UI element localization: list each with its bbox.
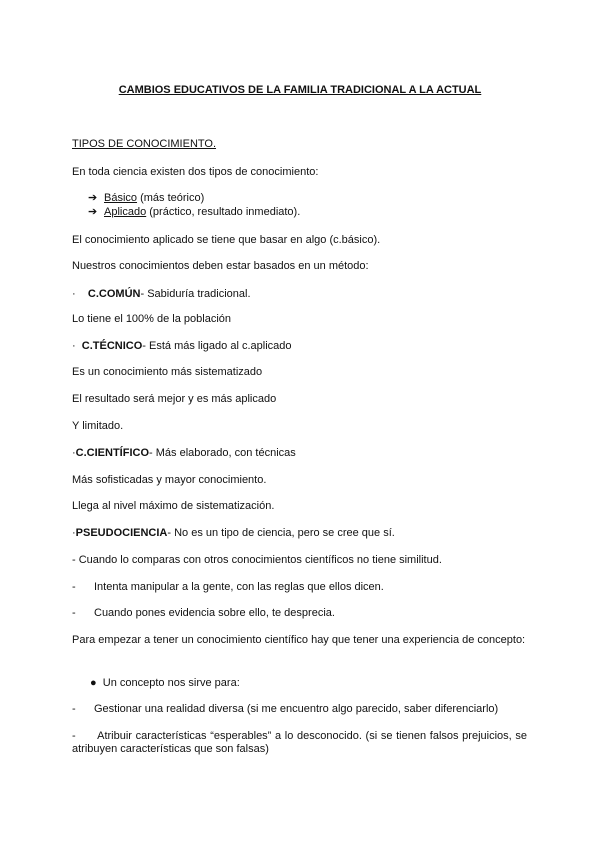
concepto-item: - Atribuir características “esperables” a lo desconocido. (si se tienen falsos prejuicios, se atribuyen características que son falsas) — [72, 730, 531, 755]
concepto-text: Un concepto nos sirve para: — [102, 677, 240, 689]
arrow-right-icon: ➔ — [88, 206, 98, 218]
type-desc: (más teórico) — [137, 192, 205, 204]
desc-tecnico: - Está más ligado al c.aplicado — [142, 340, 292, 352]
item-comun — [72, 288, 251, 301]
item-cientifico — [72, 447, 296, 460]
item-tecnico — [72, 340, 291, 353]
cientifico-note: Llega al nivel máximo de sistematización. — [72, 500, 275, 512]
cientifico-note: Más sofisticadas y mayor conocimiento. — [72, 474, 267, 486]
concepto-bullet — [90, 677, 240, 690]
type-basico — [88, 192, 204, 205]
tecnico-note: Es un conocimiento más sistematizado — [72, 366, 263, 378]
bullet: · — [72, 288, 76, 300]
pseudo-note: - Intenta manipular a la gente, con las reglas que ellos dicen. — [72, 581, 384, 593]
bullet: · — [72, 527, 76, 539]
bullet-dot-icon: ● — [90, 677, 97, 689]
type-aplicado — [88, 206, 300, 219]
tecnico-note: Y limitado. — [72, 420, 124, 432]
paragraph-metodo: Nuestros conocimientos deben estar basados en un método: — [72, 260, 369, 272]
term-cientifico: C.CIENTÍFICO — [75, 447, 150, 459]
paragraph-aplicado: El conocimiento aplicado se tiene que basar en algo (c.básico). — [72, 234, 381, 246]
document-title: CAMBIOS EDUCATIVOS DE LA FAMILIA TRADICIONAL A LA ACTUAL — [118, 84, 482, 96]
bullet: · — [72, 340, 76, 352]
paragraph-empezar: Para empezar a tener un conocimiento científico hay que tener una experiencia de concepto: — [72, 634, 526, 646]
term-comun: C.COMÚN — [87, 288, 141, 300]
desc-cientifico: - Más elaborado, con técnicas — [149, 447, 296, 459]
type-term: Aplicado — [104, 206, 147, 218]
comun-note: Lo tiene el 100% de la población — [72, 313, 232, 325]
pseudo-note: - Cuando pones evidencia sobre ello, te desprecia. — [72, 607, 335, 619]
desc-comun: - Sabiduría tradicional. — [140, 288, 251, 300]
intro-text: En toda ciencia existen dos tipos de conocimiento: — [72, 166, 319, 178]
tecnico-note: El resultado será mejor y es más aplicado — [72, 393, 277, 405]
item-pseudociencia — [72, 527, 395, 540]
desc-pseudociencia: - No es un tipo de ciencia, pero se cree que sí. — [167, 527, 395, 539]
type-term: Básico — [104, 192, 138, 204]
type-desc: (práctico, resultado inmediato). — [146, 206, 301, 218]
section-heading: TIPOS DE CONOCIMIENTO. — [72, 138, 217, 150]
bullet: · — [72, 447, 76, 459]
arrow-right-icon: ➔ — [88, 192, 98, 204]
pseudo-note: - Cuando lo comparas con otros conocimientos científicos no tiene similitud. — [72, 554, 442, 566]
term-pseudociencia: PSEUDOCIENCIA — [75, 527, 168, 539]
concepto-item: - Gestionar una realidad diversa (si me encuentro algo parecido, saber diferenciarlo) — [72, 703, 499, 715]
term-tecnico: C.TÉCNICO — [81, 340, 143, 352]
